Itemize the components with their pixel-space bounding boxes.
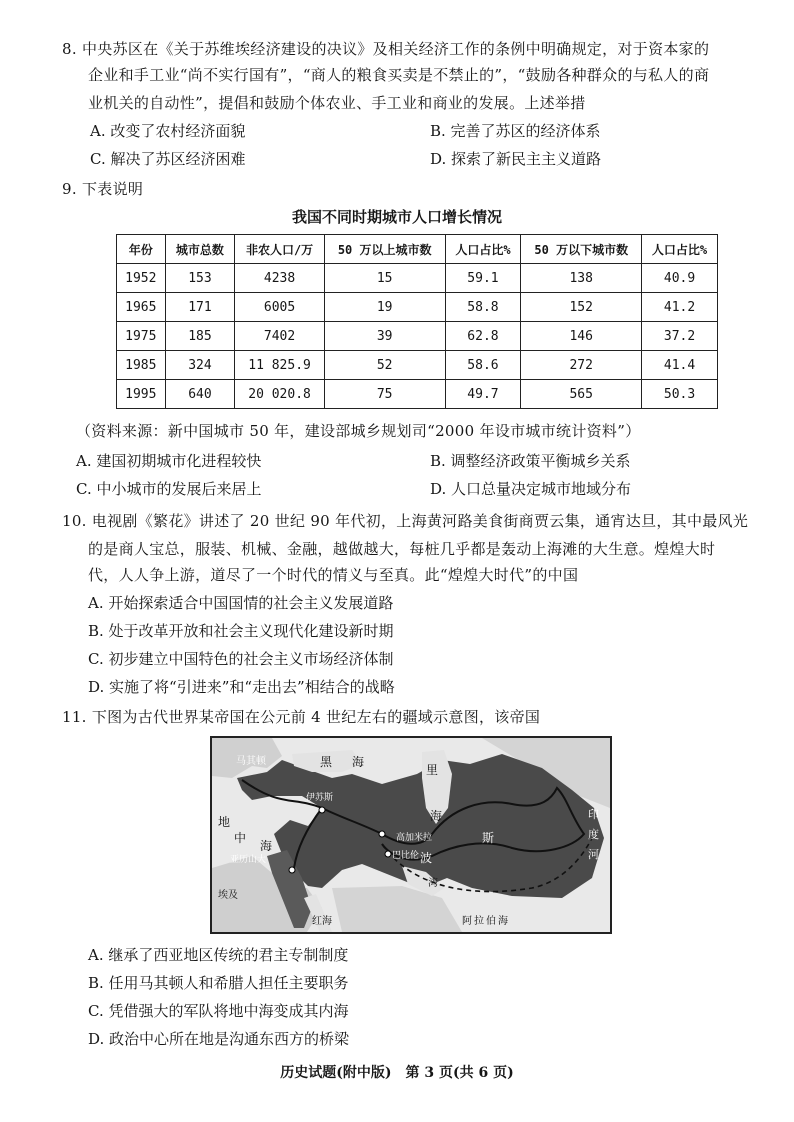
table-title: 我国不同时期城市人口增长情况 — [291, 208, 502, 226]
header-large-share: 人口占比% — [445, 235, 521, 264]
table-header-row — [117, 235, 718, 264]
table-cell: 50.3 — [642, 380, 718, 409]
label-india-1: 印 — [588, 808, 599, 821]
q8-option-a[interactable]: A. 改变了农村经济面貌 — [90, 122, 246, 140]
table-cell: 272 — [521, 351, 642, 380]
alexandria-marker — [289, 867, 295, 873]
q11-option-b[interactable]: B. 任用马其顿人和希腊人担任主要职务 — [88, 974, 349, 992]
table-cell: 324 — [165, 351, 235, 380]
label-india-3: 河 — [588, 848, 599, 861]
label-arabia-2: 拉 — [474, 916, 484, 927]
table-cell: 19 — [324, 293, 445, 322]
q10-option-d[interactable]: D. 实施了将“引进来”和“走出去”相结合的战略 — [88, 678, 395, 696]
table-row — [117, 380, 718, 409]
q8-option-b[interactable]: B. 完善了苏区的经济体系 — [430, 122, 601, 140]
babylon-marker — [385, 851, 391, 857]
table-cell: 20 020.8 — [235, 380, 325, 409]
q8-stem-line-1: 8. 中央苏区在《关于苏维埃经济建设的决议》及相关经济工作的条例中明确规定，对于资本家的 — [62, 40, 710, 58]
table-cell: 138 — [521, 264, 642, 293]
label-caspian-1: 里 — [426, 763, 439, 777]
table-cell: 52 — [324, 351, 445, 380]
header-small-share: 人口占比% — [642, 235, 718, 264]
table-cell: 59.1 — [445, 264, 521, 293]
header-small-cities: 50 万以下城市数 — [521, 235, 642, 264]
q11-stem: 11. 下图为古代世界某帝国在公元前 4 世纪左右的疆域示意图，该帝国 — [62, 708, 541, 726]
issus-marker — [319, 807, 325, 813]
label-arabia-3: 伯 — [486, 916, 496, 927]
label-gulf: 湾 — [428, 878, 438, 889]
label-med-1: 地 — [218, 815, 231, 829]
header-year: 年份 — [117, 235, 166, 264]
table-cell: 39 — [324, 322, 445, 351]
q11-option-c[interactable]: C. 凭借强大的军队将地中海变成其内海 — [88, 1002, 349, 1020]
table-cell: 1965 — [117, 293, 166, 322]
table-cell: 15 — [324, 264, 445, 293]
q11-option-d[interactable]: D. 政治中心所在地是沟通东西方的桥梁 — [88, 1030, 350, 1048]
table-cell: 4238 — [235, 264, 325, 293]
q8-option-c[interactable]: C. 解决了苏区经济困难 — [90, 150, 246, 168]
label-babylon: 巴比伦 — [392, 851, 420, 861]
label-gaugamela: 高加米拉 — [396, 833, 433, 843]
table-cell: 152 — [521, 293, 642, 322]
label-black-sea-2: 海 — [352, 755, 365, 769]
q9-source: （资料来源：新中国城市 50 年，建设部城乡规划司“2000 年设市城市统计资料”） — [76, 422, 641, 440]
table-cell: 41.4 — [642, 351, 718, 380]
label-caspian-2: 海 — [430, 809, 443, 823]
label-alexandria: 亚历山大 — [230, 855, 267, 865]
label-persia-2: 斯 — [482, 831, 495, 845]
population-table — [116, 234, 718, 409]
table-cell: 58.8 — [445, 293, 521, 322]
q9-stem: 9. 下表说明 — [62, 180, 144, 198]
header-nonagri-pop: 非农人口/万 — [235, 235, 325, 264]
label-persia-1: 波 — [420, 851, 433, 865]
label-arabia-4: 海 — [498, 916, 508, 927]
q10-stem-line-3: 代，人人争上游，道尽了一个时代的情义与至真。此“煌煌大时代”的中国 — [88, 566, 579, 584]
page-footer: 历史试题(附中版) 第 3 页(共 6 页) — [280, 1065, 514, 1081]
label-red-sea: 红海 — [312, 916, 332, 927]
table-row — [117, 351, 718, 380]
table-cell: 62.8 — [445, 322, 521, 351]
header-city-count: 城市总数 — [165, 235, 235, 264]
table-cell: 565 — [521, 380, 642, 409]
table-cell: 640 — [165, 380, 235, 409]
table-cell: 58.6 — [445, 351, 521, 380]
q10-option-a[interactable]: A. 开始探索适合中国国情的社会主义发展道路 — [88, 594, 394, 612]
q9-option-c[interactable]: C. 中小城市的发展后来居上 — [76, 480, 262, 498]
q9-option-b[interactable]: B. 调整经济政策平衡城乡关系 — [430, 452, 631, 470]
table-cell: 1995 — [117, 380, 166, 409]
q10-option-b[interactable]: B. 处于改革开放和社会主义现代化建设新时期 — [88, 622, 394, 640]
q8-stem-line-3: 业机关的自动性”，提倡和鼓励个体农业、手工业和商业的发展。上述举措 — [88, 94, 586, 112]
empire-map — [210, 736, 612, 934]
table-cell: 7402 — [235, 322, 325, 351]
table-cell: 75 — [324, 380, 445, 409]
table-cell: 171 — [165, 293, 235, 322]
table-row — [117, 322, 718, 351]
table-cell: 11 825.9 — [235, 351, 325, 380]
q9-option-d[interactable]: D. 人口总量决定城市地域分布 — [430, 480, 632, 498]
q8-stem-line-2: 企业和手工业“尚不实行国有”，“商人的粮食买卖是不禁止的”，“鼓励各种群众的与私人的商 — [88, 66, 710, 84]
label-med-3: 海 — [260, 839, 273, 853]
q11-option-a[interactable]: A. 继承了西亚地区传统的君主专制制度 — [88, 946, 349, 964]
label-india-2: 度 — [588, 828, 599, 841]
table-cell: 41.2 — [642, 293, 718, 322]
q9-option-a[interactable]: A. 建国初期城市化进程较快 — [76, 452, 262, 470]
header-large-cities: 50 万以上城市数 — [324, 235, 445, 264]
table-cell: 6005 — [235, 293, 325, 322]
q8-option-d[interactable]: D. 探索了新民主主义道路 — [430, 150, 602, 168]
label-issus: 伊苏斯 — [306, 793, 334, 803]
label-black-sea-1: 黑 — [320, 755, 333, 769]
table-cell: 1985 — [117, 351, 166, 380]
label-macedonia: 马其顿 — [236, 756, 266, 767]
table-cell: 185 — [165, 322, 235, 351]
q10-option-c[interactable]: C. 初步建立中国特色的社会主义市场经济体制 — [88, 650, 394, 668]
table-row — [117, 264, 718, 293]
label-egypt: 埃及 — [218, 890, 238, 901]
gaugamela-marker — [379, 831, 385, 837]
label-med-2: 中 — [234, 831, 247, 845]
label-arabia-1: 阿 — [462, 916, 472, 927]
table-cell: 146 — [521, 322, 642, 351]
table-cell: 37.2 — [642, 322, 718, 351]
q10-stem-line-1: 10. 电视剧《繁花》讲述了 20 世纪 90 年代初，上海黄河路美食街商贾云集，通宵达旦，其中最风光 — [62, 512, 749, 530]
table-cell: 153 — [165, 264, 235, 293]
table-cell: 49.7 — [445, 380, 521, 409]
table-cell: 1975 — [117, 322, 166, 351]
table-cell: 40.9 — [642, 264, 718, 293]
q10-stem-line-2: 的是商人宝总，服装、机械、金融，越做越大，每桩几乎都是轰动上海滩的大生意。煌煌大时 — [88, 540, 716, 558]
table-cell: 1952 — [117, 264, 166, 293]
table-row — [117, 293, 718, 322]
empire-map-svg — [212, 738, 610, 932]
